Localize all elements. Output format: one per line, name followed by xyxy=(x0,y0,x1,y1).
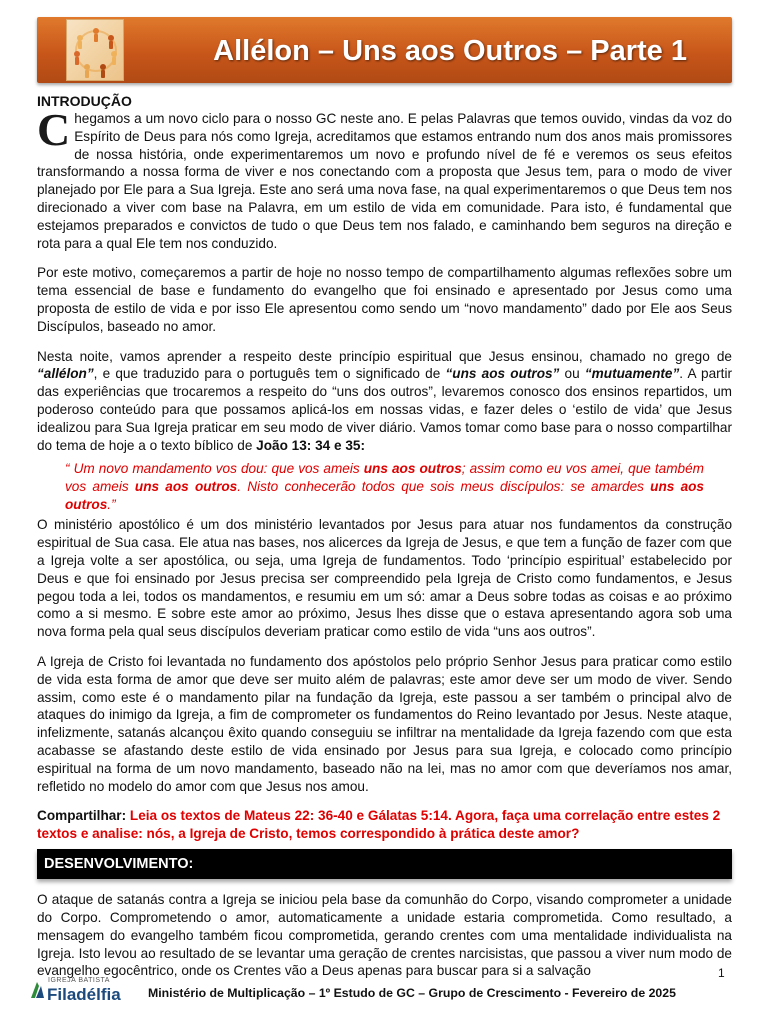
church-logo xyxy=(28,974,138,1008)
bible-reference: João 13: 34 e 35: xyxy=(256,437,365,453)
term-allelon: “allélon” xyxy=(37,366,94,382)
development-paragraph-1: O ataque de satanás contra a Igreja se iniciou pela base da comunhão do Corpo, visando comprometer a unidade do Corpo. Comprometendo o amor, automaticamente a unidade estaria comprometida. Como resultado, a mensagem do evangelho também ficou comprometida, gerando crentes com uma mentalidade individualista na Igreja. Isto levou ao resultado de se levantar uma geração de crentes narcisistas, que passou a viver num modo de evangelho egocêntrico, onde os Crentes vão a Deus apenas para buscar para si a salvação xyxy=(37,892,732,979)
quote-part-c: ; assim como eu vos amei, que também vos ameis xyxy=(65,461,704,495)
dropcap-letter: C xyxy=(37,104,71,155)
p3-text-d: . A partir das experiências que trocaremos a respeito do “uns dos outros”, levaremos conosco dos ensinos repartidos, um poderoso conteúdo para que possamos aplicá-los em nossas vidas, e fazer deles o ‘estilo de vida’ que Jesus idealizou para Sua Igreja praticar em seu modo de viver diário. Vamos tomar como base para o nosso compartilhar do tema de hoje a o texto bíblico de xyxy=(37,366,732,453)
bible-quote xyxy=(65,460,704,514)
intro-heading: INTRODUÇÃO xyxy=(37,93,132,109)
intro-paragraph-1-text: hegamos a um novo ciclo para o nosso GC neste ano. E pelas Palavras que temos ouvido, vindas da voz do Espírito de Deus para nós como Igreja, acreditamos que estamos entrando num dos anos mais promissores de nossa história, onde experimentaremos um novo e profundo nível de fé e veremos os seus efeitos transformando a nossa forma de viver e nos conectando com a proposta que Jesus tem, para o modo de viver planejado por Ele para a Sua Igreja. Este ano será uma nova fase, na qual experimentaremos o que Deus tem nos direcionado a viver com base na Palavra, em um estilo de vida em comunidade. Para isto, é fundamental que estejamos preparados e convictos de tudo o que Deus tem nos falado, e caminhando bem seguros na direção e rota para a qual Ele tem nos conduzido. xyxy=(37,111,732,251)
intro-paragraph-4: O ministério apostólico é um dos ministério levantados por Jesus para atuar nos fundamentos da construção espiritual de Sua casa. Ele atua nas bases, nos alicerces da Igreja de Jesus, e que tem a função de fazer com que a Igreja volte a ser apostólica, ou seja, uma Igreja de fundamentos. Todo ‘princípio espiritual’ estabelecido por Deus e que foi ensinado por Jesus precisa ser compreendido pela Igreja de Cristo como fundamentos, e Jesus pegou toda a lei, todos os mandamentos, e resumiu em um só: amar a Deus sobre todas as coisas e ao próximo como a si mesmo. E sobre este amor ao próximo, Jesus lhes disse que o estava apresentando agora sob uma nova forma pela qual seus discípulos deveriam praticar como estilo de vida “uns aos outros”. xyxy=(37,517,732,640)
intro-paragraph-5: A Igreja de Cristo foi levantada no fundamento dos apóstolos pelo próprio Senhor Jesus para praticar como estilo de vida esta forma de amor que deve ser muito além de palavras; este amor deve ser um modo de viver. Sendo assim, como este é o mandamento pilar na fundação da Igreja, este passou a ser também o principal alvo de ataques do inimigo da Igreja, a fim de comprometer os fundamentos do Reino levantado por Jesus. Neste ataque, infelizmente, satanás alcançou êxito quando conseguiu se infiltrar na mentalidade da Igreja fazendo com que esta acabasse se afastando deste estilo de vida ensinado por Jesus para sua Igreja, e colocado como princípio espiritual na forma de um novo mandamento, baseado não na lei, mas no amor com que deveríamos nos amar, refletido no modelo do amor com que Jesus nos amou. xyxy=(37,653,732,794)
p3-text-c: ou xyxy=(559,366,585,382)
share-text: Leia os textos de Mateus 22: 36-40 e Gálatas 5:14. Agora, faça uma correlação entre estes 2 textos e analise: nós, a Igreja de Cristo, temos correspondido à prática deste amor? xyxy=(37,808,721,842)
intro-paragraph-1 xyxy=(37,104,732,252)
footer-caption: Ministério de Multiplicação – 1º Estudo de GC – Grupo de Crescimento - Fevereiro de 2025 xyxy=(148,986,676,1000)
quote-bold-2: uns aos outros xyxy=(134,479,238,495)
term-uns-aos-outros: “uns aos outros” xyxy=(445,366,560,382)
main-content xyxy=(37,92,732,980)
quote-part-e: .” xyxy=(107,497,116,513)
church-logo-mark-icon xyxy=(28,978,46,1000)
quote-bold-3: uns aos outros xyxy=(65,479,704,513)
intro-paragraph-2: Por este motivo, começaremos a partir de hoje no nosso tempo de compartilhamento algumas reflexões sobre um tema essencial de base e fundamento do evangelho que foi ensinado e apresentado por Jesus como uma proposta de estilo de vida e por isso Ele apresentou como sendo um “novo mandamento” dado por Ele aos Seus Discípulos, baseado no amor. xyxy=(37,265,732,334)
share-prompt xyxy=(37,807,732,843)
p3-text-a: Nesta noite, vamos aprender a respeito deste princípio espiritual que Jesus ensinou, chamado no grego de xyxy=(37,348,732,364)
logo-name: Filadélfia xyxy=(47,985,121,1004)
intro-paragraph-3 xyxy=(37,348,732,455)
p3-text-b: , e que traduzido para o português tem o significado de xyxy=(93,366,446,382)
quote-part-d: . Nisto conhecerão todos que sois meus discípulos: se amardes xyxy=(237,479,651,495)
page-title: Allélon – Uns aos Outros – Parte 1 xyxy=(213,35,687,67)
page-number: 1 xyxy=(718,966,725,980)
development-heading-bar: DESENVOLVIMENTO: xyxy=(37,849,732,879)
term-mutuamente: “mutuamente” xyxy=(584,366,680,382)
people-circle-logo-icon xyxy=(66,19,124,81)
quote-part-a: “ Um novo mandamento vos dou: que vos ameis xyxy=(65,461,364,477)
logo-subtitle: IGREJA BATISTA xyxy=(48,977,110,984)
quote-bold-1: uns aos outros xyxy=(363,461,462,477)
share-label: Compartilhar: xyxy=(37,808,127,824)
